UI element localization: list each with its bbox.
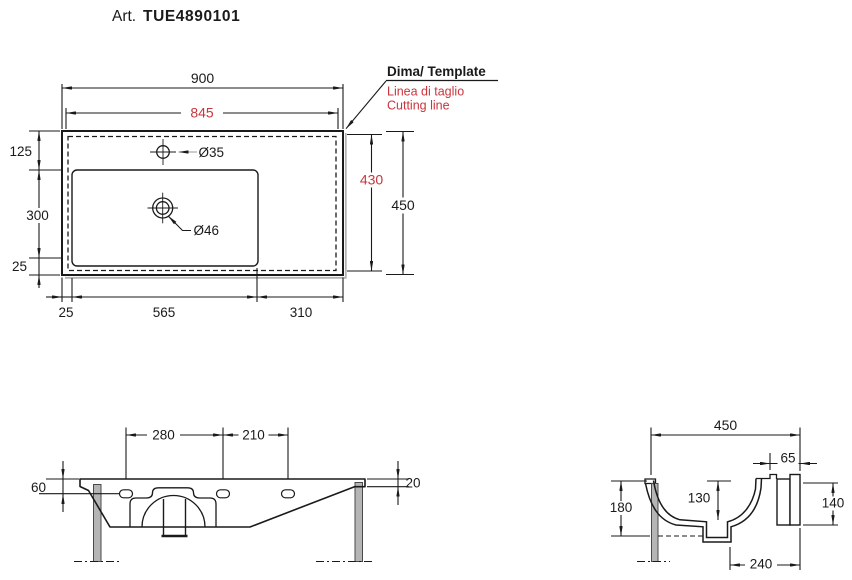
- dim-300-label: 300: [26, 208, 49, 223]
- back-wall-section: [790, 475, 800, 526]
- cutting-line-label-it: Linea di taglio: [387, 84, 465, 99]
- dim-240-label: 240: [749, 556, 773, 572]
- bowl-inner-skin: [654, 479, 757, 538]
- dim-20-label: 20: [405, 475, 421, 491]
- rear-deck: [756, 475, 777, 480]
- right-bracket: [355, 483, 363, 562]
- template-title: Dima/ Template: [387, 64, 486, 79]
- dim-430: [347, 135, 382, 272]
- drain-hole-label: Ø46: [193, 223, 220, 238]
- bowl-outer-skin: [646, 479, 762, 543]
- dim-310-label: 310: [289, 305, 313, 320]
- dim-20: [367, 461, 409, 505]
- cutting-line-label-en: Cutting line: [387, 98, 450, 113]
- dim-60-label: 60: [30, 480, 46, 495]
- bowl-section: [646, 475, 777, 543]
- front-view: [31, 428, 421, 562]
- article-code: TUE4890101: [143, 8, 241, 25]
- fixing-slot-3: [282, 490, 295, 498]
- back-rim-section: [777, 479, 790, 525]
- top-view: [9, 64, 498, 320]
- dim-65-label: 65: [780, 450, 796, 466]
- dim-130-label: 130: [687, 490, 711, 506]
- dim-450-side: [651, 428, 800, 476]
- dim-450-side-label: 450: [713, 417, 738, 433]
- article-prefix: Art.: [112, 8, 137, 25]
- dim-210-label: 210: [242, 427, 265, 443]
- dim-280-label: 280: [152, 427, 175, 443]
- dim-430-label: 430: [359, 171, 384, 188]
- dim-180-label: 180: [609, 500, 633, 515]
- front-body-fill: [80, 479, 365, 527]
- dim-25-bottom-label: 25: [58, 305, 74, 320]
- dim-140-label: 140: [821, 495, 845, 511]
- dim-125-label: 125: [9, 144, 32, 159]
- dim-450-plan-label: 450: [391, 197, 415, 213]
- left-bracket: [94, 485, 102, 562]
- dim-900-label: 900: [190, 70, 215, 86]
- fixing-slot-1: [120, 490, 133, 498]
- tap-hole-label: Ø35: [198, 145, 225, 160]
- fixing-slot-2: [217, 490, 230, 498]
- dim-565-label: 565: [152, 305, 176, 320]
- dim-845-label: 845: [190, 104, 214, 121]
- side-view: [607, 417, 849, 572]
- dim-25-left-label: 25: [11, 259, 27, 274]
- template-leader: [346, 81, 386, 129]
